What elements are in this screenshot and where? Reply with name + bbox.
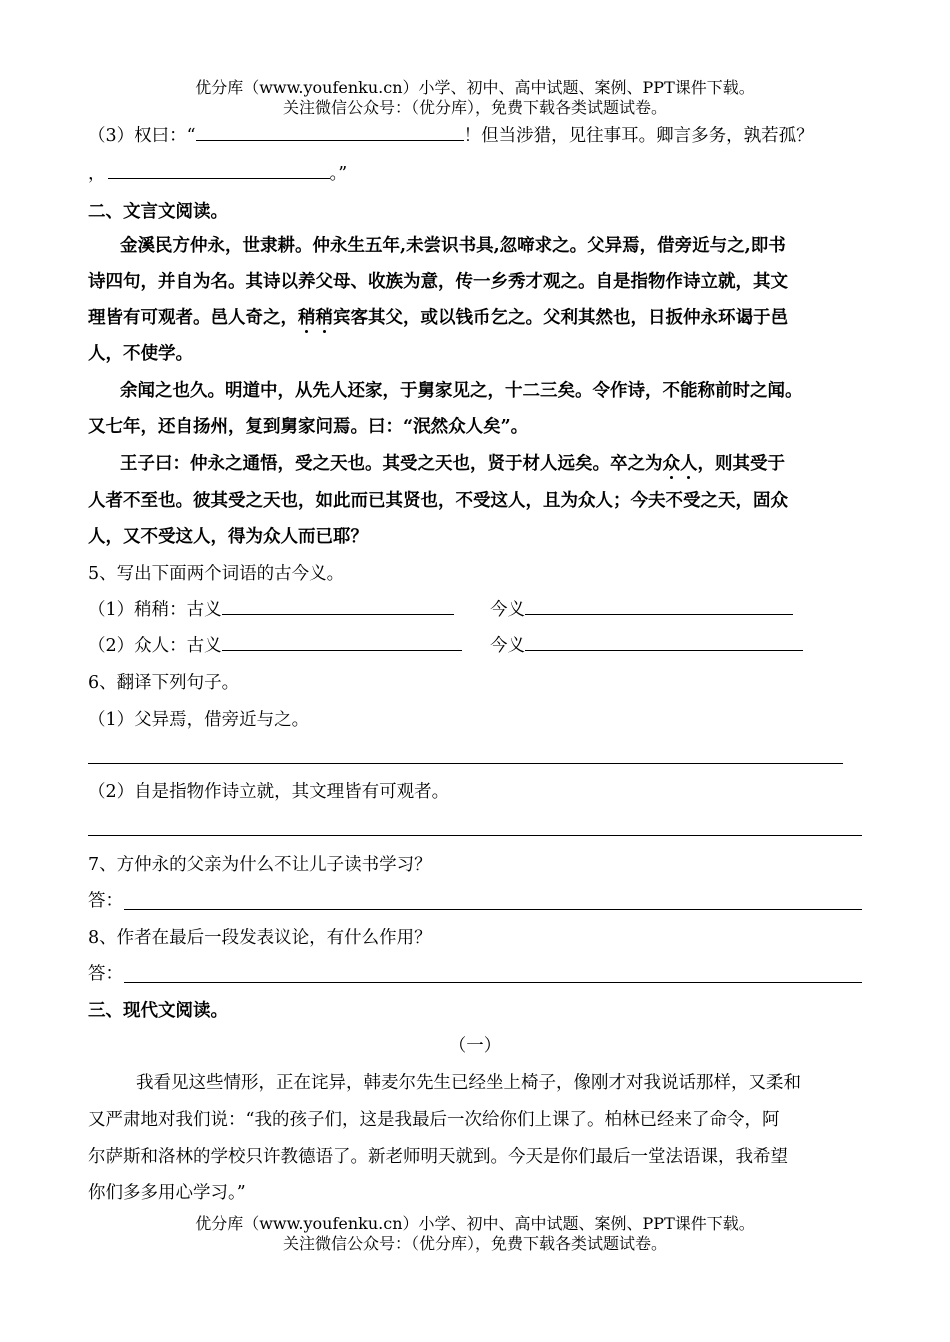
q7-title: 7、方仲永的父亲为什么不让儿子读书学习？ [88, 855, 432, 875]
page-footer-line1: 优分库（www.youfenku.cn）小学、初中、高中试题、案例、PPT课件下载。 [195, 1214, 755, 1233]
passage-line: 金溪民方仲永，世隶耕。仲永生五年,未尝识书具,忽啼求之。父异焉，借旁近与之,即书 [120, 236, 786, 256]
q6-title: 6、翻译下列句子。 [88, 673, 240, 693]
q5-title: 5、写出下面两个词语的古今义。 [88, 564, 345, 584]
q6-1: （1）父异焉，借旁近与之。 [88, 710, 310, 730]
q5-1-row [88, 598, 454, 622]
modern-passage-line: 又严肃地对我们说：“我的孩子们，这是我最后一次给你们上课了。柏林已经来了命令，阿 [88, 1110, 780, 1130]
q5-2-label: （2）众人：古义 [88, 636, 222, 656]
q7-answer-label: 答： [88, 891, 123, 911]
passage-segment: ，则其受于 [697, 454, 785, 474]
q5-2-ancient-blank[interactable] [222, 634, 462, 651]
modern-label: 今义 [490, 636, 525, 656]
q8-answer-label: 答： [88, 964, 123, 984]
q3-line2-prefix: ， [88, 164, 106, 184]
passage-line [120, 452, 785, 476]
dotted-char: 稍 [298, 308, 316, 328]
section3-subtitle: （一） [448, 1036, 502, 1056]
dotted-char: 稍 [315, 308, 333, 328]
modern-passage-line: 你们多多用心学习。” [88, 1183, 246, 1203]
page-header-line2: 关注微信公众号：（优分库），免费下载各类试题试卷。 [282, 98, 667, 117]
q8-answer-line[interactable] [124, 982, 862, 983]
q5-1-modern-blank[interactable] [525, 598, 793, 615]
passage-line: 余闻之也久。明道中，从先人还家，于舅家见之，十二三矣。令作诗，不能称前时之闻。 [120, 381, 803, 401]
q5-2-row [88, 634, 462, 658]
passage-line: 诗四句，并自为名。其诗以养父母、收族为意，传一乡秀才观之。自是指物作诗立就，其文 [88, 272, 788, 292]
passage-segment: 理皆有可观者。邑人奇之， [88, 308, 298, 328]
modern-passage-line: 尔萨斯和洛林的学校只许教德语了。新老师明天就到。今天是你们最后一堂法语课，我希望 [88, 1147, 788, 1167]
q3-line1 [88, 124, 814, 148]
passage-line: 人者不至也。彼其受之天也，如此而已其贤也，不受这人，且为众人；今夫不受之天，固众 [88, 491, 788, 511]
q3-suffix: ！但当涉猎，见往事耳。卿言多务，孰若孤？ [463, 126, 814, 146]
q6-2: （2）自是指物作诗立就，其文理皆有可观者。 [88, 782, 450, 802]
q5-2-modern [490, 634, 803, 658]
passage-line [88, 306, 788, 330]
q7-answer-line[interactable] [124, 909, 862, 910]
q5-1-label: （1）稍稍：古义 [88, 600, 222, 620]
page-footer-line2: 关注微信公众号：（优分库），免费下载各类试题试卷。 [282, 1234, 667, 1253]
modern-passage-line: 我看见这些情形，正在诧异，韩麦尔先生已经坐上椅子，像刚才对我说话那样，又柔和 [136, 1073, 801, 1093]
q3-line2 [88, 162, 347, 186]
q5-2-modern-blank[interactable] [525, 634, 803, 651]
section2-title: 二、文言文阅读。 [88, 202, 228, 222]
section3-title: 三、现代文阅读。 [88, 1001, 228, 1021]
passage-line: 人，不使学。 [88, 344, 193, 364]
q3-line2-suffix: 。” [329, 164, 348, 184]
dotted-char: 人 [680, 454, 698, 474]
q5-1-ancient-blank[interactable] [222, 598, 454, 615]
q8-title: 8、作者在最后一段发表议论，有什么作用？ [88, 928, 432, 948]
modern-label: 今义 [490, 600, 525, 620]
q3-blank-1[interactable] [196, 124, 464, 141]
passage-segment: 王子曰：仲永之通悟，受之天也。其受之天也，贤于材人远矣。卒之为 [120, 454, 663, 474]
q5-1-modern [490, 598, 793, 622]
page-header-line1: 优分库（www.youfenku.cn）小学、初中、高中试题、案例、PPT课件下载。 [195, 78, 755, 97]
passage-segment: 宾客其父，或以钱币乞之。父利其然也，日扳仲永环谒于邑 [333, 308, 788, 328]
q6-2-answer-line[interactable] [88, 835, 862, 836]
dotted-char: 众 [662, 454, 680, 474]
q3-prefix: （3）权曰：“ [88, 126, 196, 146]
q3-blank-2[interactable] [108, 162, 330, 179]
q6-1-answer-line[interactable] [88, 763, 843, 764]
passage-line: 人，又不受这人，得为众人而已耶？ [88, 527, 368, 547]
passage-line: 又七年，还自扬州，复到舅家问焉。曰：“泯然众人矣”。 [88, 417, 529, 437]
